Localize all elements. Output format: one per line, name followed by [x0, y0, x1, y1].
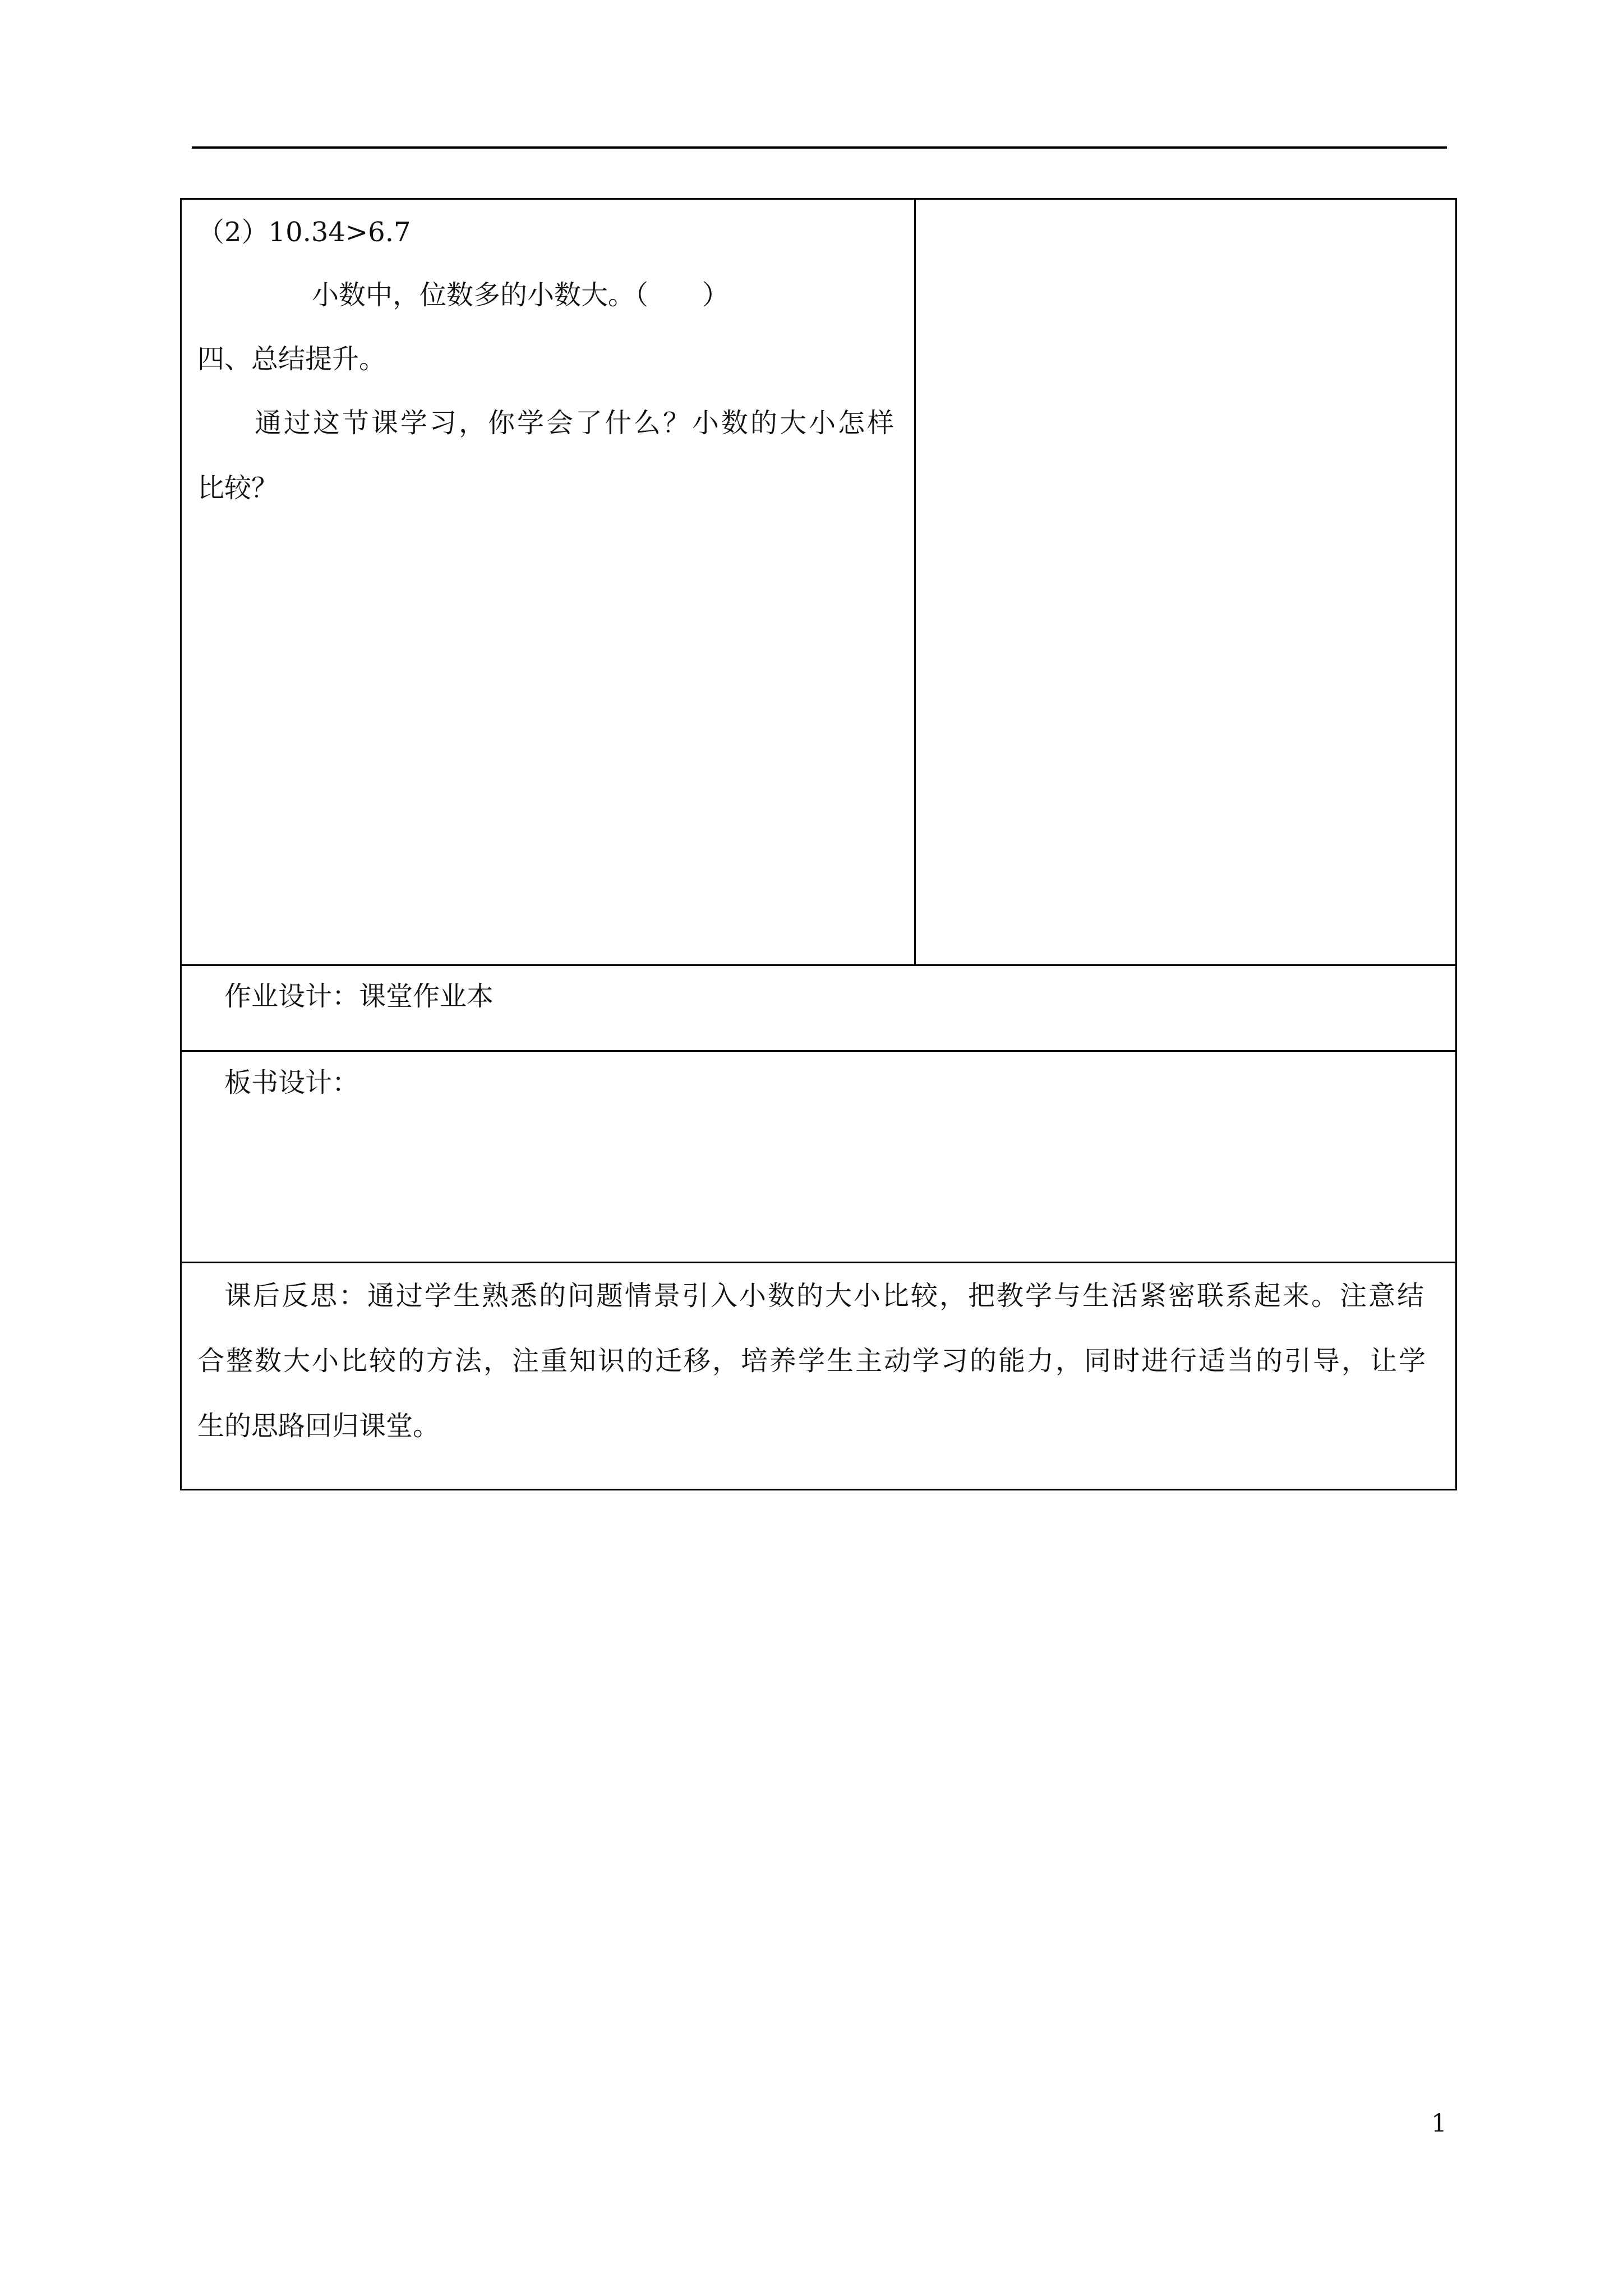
- notes-cell: [914, 198, 1457, 966]
- header-rule: [192, 146, 1447, 149]
- reflection-line: 课后反思：通过学生熟悉的问题情景引入小数的大小比较，把教学与生活紧密联系起来。注意结: [224, 1280, 1426, 1312]
- summary-question-cont: 比较？: [197, 472, 279, 504]
- board-design-cell: [180, 1050, 1457, 1263]
- reflection-line: 生的思路回归课堂。: [197, 1410, 440, 1442]
- section-heading: 四、总结提升。: [197, 343, 386, 375]
- homework-text: 作业设计：课堂作业本: [224, 981, 494, 1012]
- summary-question: 通过这节课学习，你学会了什么？小数的大小怎样: [255, 407, 897, 439]
- board-design-label: 板书设计：: [224, 1067, 359, 1098]
- reflection-line: 合整数大小比较的方法，注重知识的迁移，培养学生主动学习的能力，同时进行适当的引导，让学: [197, 1345, 1428, 1377]
- exercise-statement: 小数中，位数多的小数大。（ ）: [312, 279, 730, 311]
- exercise-line: （2）10.34>6.7: [197, 217, 411, 248]
- page-number: 1: [1431, 2109, 1447, 2138]
- lesson-content-cell: [180, 198, 916, 966]
